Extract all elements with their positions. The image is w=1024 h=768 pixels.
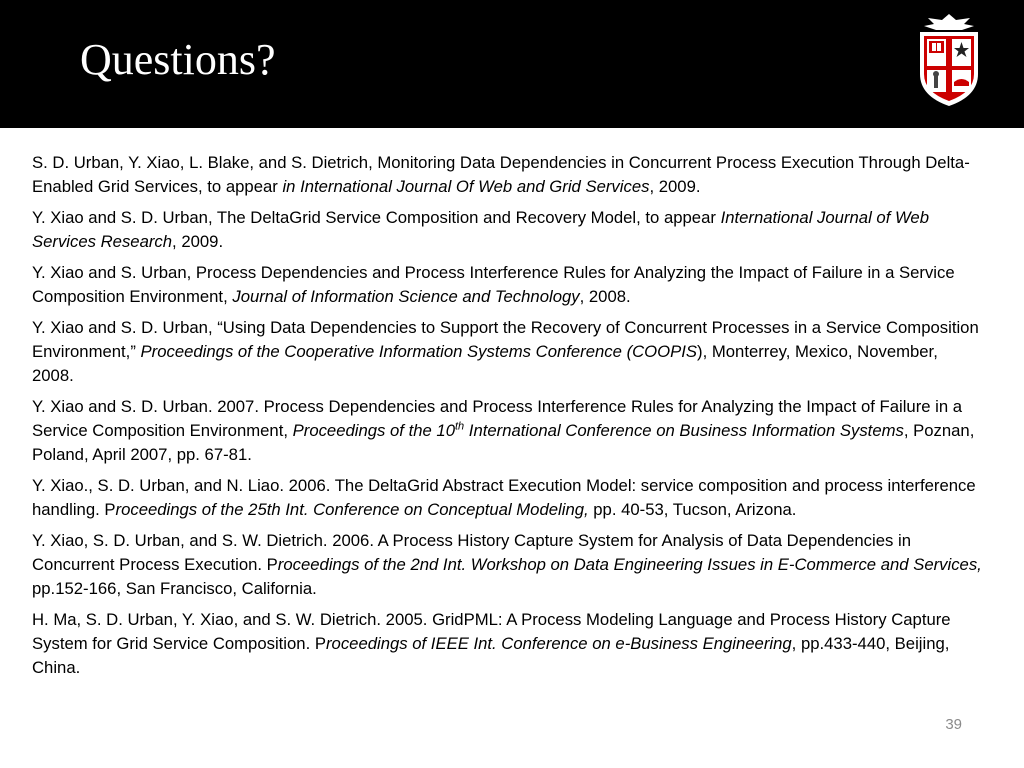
slide-title: Questions? [80,35,276,84]
university-shield-logo-icon [914,12,984,108]
reference-item: H. Ma, S. D. Urban, Y. Xiao, and S. W. Dietrich. 2005. GridPML: A Process Modeling Language and Process History Capture System for Grid Service Composition. Proceedings of IEEE Int. Conference on e-Business Engineering, pp.433-440, Beijing, China. [32,610,951,677]
slide-header [0,0,1024,128]
page-number: 39 [945,716,962,733]
reference-item: Y. Xiao and S. Urban, Process Dependencies and Process Interference Rules for Analyzing the Impact of Failure in a Service Composition Environment, Journal of Information Science and Technology, 2008. [32,263,955,306]
reference-item: S. D. Urban, Y. Xiao, L. Blake, and S. Dietrich, Monitoring Data Dependencies in Concurrent Process Execution Through Delta-Enabled Grid Services, to appear in International Journal Of Web and Grid Services, 2009. [32,153,970,196]
reference-item: Y. Xiao and S. D. Urban, “Using Data Dependencies to Support the Recovery of Concurrent Processes in a Service Composition Environment,” Proceedings of the Cooperative Information Systems Conference (COOPIS), Monterrey, Mexico, November, 2008. [32,318,979,385]
reference-item: Y. Xiao and S. D. Urban, The DeltaGrid Service Composition and Recovery Model, to appear International Journal of Web Services Research, 2009. [32,208,929,251]
reference-item: Y. Xiao., S. D. Urban, and N. Liao. 2006. The DeltaGrid Abstract Execution Model: service composition and process interference handling. Proceedings of the 25th Int. Conference on Conceptual Modeling, pp. 40-53, Tucson, Arizona. [32,476,976,519]
reference-item: Y. Xiao, S. D. Urban, and S. W. Dietrich. 2006. A Process History Capture System for Analysis of Data Dependencies in Concurrent Process Execution. Proceedings of the 2nd Int. Workshop on Data Engineering Issues in E-Commerce and Services, pp.152-166, San Francisco, California. [32,531,982,598]
reference-item: Y. Xiao and S. D. Urban. 2007. Process Dependencies and Process Interference Rules for Analyzing the Impact of Failure in a Service Composition Environment, Proceedings of the 10th International Conference on Business Information Systems, Poznan, Poland, April 2007, pp. 67-81. [32,397,975,464]
reference-list [32,151,982,687]
